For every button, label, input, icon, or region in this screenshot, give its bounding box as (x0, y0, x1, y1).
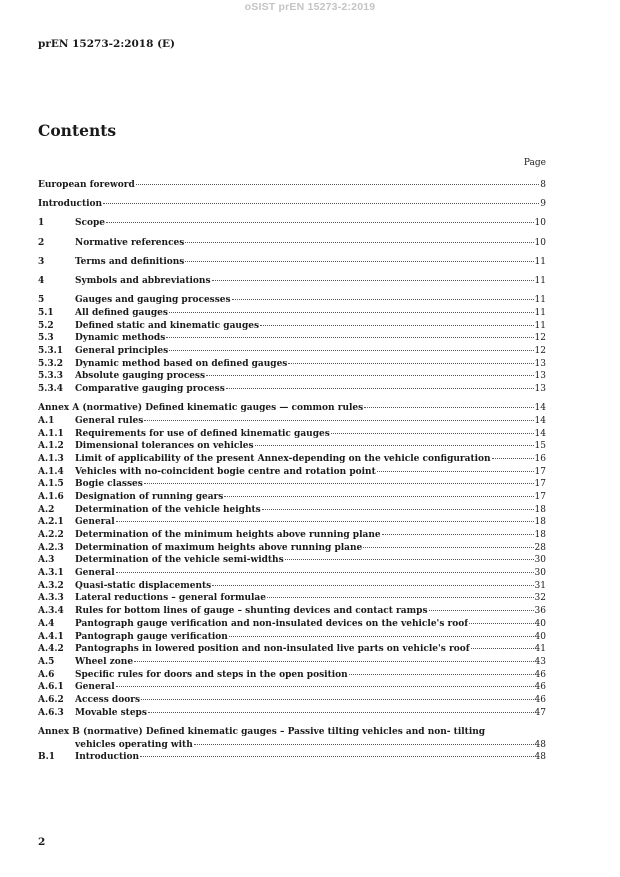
toc-page-number: 17 (534, 466, 546, 477)
toc-leader-dots (194, 744, 534, 745)
toc-leader-dots (169, 312, 534, 313)
toc-entry-text: Lateral reductions – general formulae (75, 593, 266, 604)
toc-page-number: 11 (534, 295, 546, 306)
toc-entry[interactable] (38, 346, 546, 359)
toc-entry-b1[interactable] (38, 752, 546, 765)
toc-entry-text: Designation of running gears (75, 491, 224, 502)
toc-section-number: A.4.1 (38, 631, 64, 642)
toc-entry-text: Dynamic method based on defined gauges (75, 358, 288, 369)
toc-page-number: 40 (534, 618, 546, 629)
toc-page-number: 40 (534, 631, 546, 642)
toc-section-number: 5.3 (38, 333, 54, 344)
toc-entry[interactable] (38, 543, 546, 556)
toc-entry[interactable] (38, 321, 546, 334)
toc-leader-dots (185, 242, 533, 243)
toc-section-number: A.3.1 (38, 568, 64, 579)
toc-entry-text: General (75, 517, 115, 528)
toc-entry[interactable] (38, 416, 546, 429)
toc-page-number: 13 (534, 383, 546, 394)
toc-leader-dots (212, 585, 533, 586)
document-header: prEN 15273-2:2018 (E) (38, 38, 176, 50)
page-column-label: Page (523, 158, 546, 168)
toc-page-number: 30 (534, 555, 546, 566)
toc-leader-dots (106, 222, 534, 223)
footer-page-number: 2 (38, 836, 46, 848)
toc-page-number: 10 (534, 218, 546, 229)
toc-page-number: 28 (534, 542, 546, 553)
toc-entry-text: Annex A (normative) Defined kinematic gauges — common rules (38, 403, 364, 414)
toc-section-number: 5.3.2 (38, 358, 64, 369)
toc-section-number: A.3.2 (38, 580, 64, 591)
toc-section-number: A.2.1 (38, 517, 64, 528)
toc-entry-text: Introduction (75, 752, 140, 763)
toc-entry-text: Pantograph gauge verification and non-insulated devices on the vehicle's roof (75, 618, 469, 629)
toc-section-number: A.1.5 (38, 479, 64, 490)
toc-entry-text: Determination of the vehicle semi-widths (75, 555, 284, 566)
toc-entry-text: Access doors (75, 694, 141, 705)
toc-leader-dots (141, 699, 534, 700)
toc-entry[interactable] (38, 384, 546, 397)
toc-entry[interactable] (38, 454, 546, 467)
toc-entry[interactable] (38, 682, 546, 695)
toc-section-number: A.3.3 (38, 593, 64, 604)
toc-entry-text: Movable steps (75, 707, 147, 718)
toc-leader-dots (288, 363, 533, 364)
toc-entry[interactable] (38, 555, 546, 568)
toc-entry[interactable] (38, 479, 546, 492)
toc-page-number: 43 (534, 656, 546, 667)
toc-page-number: 13 (534, 358, 546, 369)
toc-leader-dots (382, 534, 534, 535)
toc-entry-text: Dimensional tolerances on vehicles (75, 441, 254, 452)
toc-leader-dots (469, 623, 533, 624)
toc-leader-dots (166, 337, 533, 338)
watermark: oSIST prEN 15273-2:2019 (244, 1, 376, 13)
toc-entry-text: Pantograph gauge verification (75, 631, 228, 642)
toc-section-number: 5.2 (38, 320, 54, 331)
toc-section-number: 5.1 (38, 307, 54, 318)
toc-entry-text: Bogie classes (75, 479, 143, 490)
toc-section-number: 3 (38, 256, 45, 267)
toc-section-number: A.2.2 (38, 530, 64, 540)
toc-entry[interactable] (38, 359, 546, 372)
toc-leader-dots (349, 674, 534, 675)
toc-entry-text: Terms and definitions (75, 256, 185, 267)
toc-entry-text: General principles (75, 345, 169, 356)
toc-entry-text: Rules for bottom lines of gauge – shunting devices and contact ramps (75, 606, 428, 617)
toc-leader-dots (103, 203, 539, 204)
toc-entry[interactable] (38, 333, 546, 346)
toc-entry-text: Specific rules for doors and steps in the open position (75, 669, 348, 680)
toc-entry[interactable] (38, 517, 546, 530)
toc-entry-text: Normative references (75, 237, 185, 248)
toc-page-number: 31 (534, 580, 546, 591)
toc-entry[interactable] (38, 218, 546, 231)
toc-entry[interactable] (38, 441, 546, 454)
toc-page-number: 11 (534, 320, 546, 331)
toc-entry[interactable] (38, 180, 546, 193)
toc-leader-dots (363, 547, 533, 548)
toc-entry[interactable] (38, 670, 546, 683)
toc-page-number: 46 (534, 694, 546, 705)
toc-page-number: 14 (534, 428, 546, 439)
toc-leader-dots (116, 572, 534, 573)
toc-leader-dots (148, 712, 534, 713)
toc-page-number: 12 (534, 345, 546, 356)
toc-page-number: 18 (534, 504, 546, 515)
toc-page-number: 11 (534, 275, 546, 286)
toc-section-number: B.1 (38, 752, 56, 763)
toc-section-number: A.1.3 (38, 453, 64, 464)
toc-page-number: 36 (534, 606, 546, 617)
toc-leader-dots (134, 661, 534, 662)
toc-section-number: 5.3.3 (38, 371, 64, 382)
toc-section-number: A.2 (38, 504, 55, 515)
toc-entry-text: Defined static and kinematic gauges (75, 320, 260, 331)
toc-leader-dots (144, 420, 533, 421)
toc-page-number: 17 (534, 479, 546, 490)
toc-entry-annex-b[interactable] (38, 727, 546, 740)
toc-entry-text: Introduction (38, 199, 103, 210)
toc-entry[interactable] (38, 644, 546, 657)
toc-section-number: A.6.3 (38, 707, 64, 718)
toc-entry[interactable] (38, 593, 546, 606)
toc-section-number: 1 (38, 218, 45, 229)
toc-entry[interactable] (38, 581, 546, 594)
toc-section-number: A.3.4 (38, 606, 64, 617)
toc-section-number: A.3 (38, 555, 55, 566)
toc-page-number: 18 (534, 530, 546, 540)
toc-page-number: 41 (534, 644, 546, 655)
toc-entry[interactable] (38, 530, 546, 543)
toc-section-number: A.1.1 (38, 428, 64, 439)
toc-entry[interactable] (38, 295, 546, 308)
toc-entry-text: Gauges and gauging processes (75, 295, 231, 306)
toc-leader-dots (136, 184, 539, 185)
toc-entry[interactable] (38, 568, 546, 581)
toc-page-number: 32 (534, 593, 546, 604)
toc-leader-dots (262, 509, 534, 510)
toc-section-number: A.1.2 (38, 441, 64, 452)
toc-entry[interactable] (38, 619, 546, 632)
toc-entry-text: European foreword (38, 180, 135, 190)
toc-entry[interactable] (38, 371, 546, 384)
toc-leader-dots (116, 521, 534, 522)
toc-section-number: 5.3.4 (38, 383, 64, 394)
toc-leader-dots (377, 471, 534, 472)
toc-entry-text: Symbols and abbreviations (75, 275, 211, 286)
toc-section-number: A.1.6 (38, 491, 64, 502)
toc-leader-dots (140, 756, 533, 757)
toc-leader-dots (492, 458, 534, 459)
toc-entry[interactable] (38, 708, 546, 721)
toc-leader-dots (471, 648, 534, 649)
toc-entry-text: All defined gauges (75, 307, 168, 318)
toc-entry[interactable] (38, 606, 546, 619)
toc-page-number: 47 (534, 707, 546, 718)
toc-page-number: 16 (534, 453, 546, 464)
toc-entry-text: Absolute gauging process (75, 371, 206, 382)
toc-page-number: 9 (540, 199, 546, 210)
toc-leader-dots (116, 686, 534, 687)
toc-leader-dots (185, 261, 533, 262)
toc-entry-text: vehicles operating with (75, 739, 193, 750)
toc-section-number: A.6.1 (38, 682, 64, 693)
toc-entry[interactable] (38, 632, 546, 645)
toc-entry-text: Determination of the minimum heights above running plane (75, 530, 381, 540)
toc-entry-text: Limit of applicability of the present Annex-depending on the vehicle configuration (75, 453, 491, 464)
toc-section-number: 5 (38, 295, 45, 306)
toc-entry-text: Determination of maximum heights above running plane (75, 542, 363, 553)
toc-section-number: 2 (38, 237, 45, 248)
toc-page-number: 30 (534, 568, 546, 579)
toc-leader-dots (229, 636, 534, 637)
toc-entry-text: Wheel zone (75, 656, 134, 667)
toc-entry[interactable] (38, 308, 546, 321)
toc-entry[interactable] (38, 238, 546, 251)
toc-page-number: 11 (534, 307, 546, 318)
toc-page-number: 46 (534, 682, 546, 693)
toc-leader-dots (206, 375, 533, 376)
toc-leader-dots (364, 407, 533, 408)
toc-page-number: 14 (534, 403, 546, 414)
toc-page-number: 17 (534, 491, 546, 502)
toc-leader-dots (232, 299, 534, 300)
toc-entry-text: Pantographs in lowered position and non-insulated live parts on vehicle's roof (75, 644, 470, 655)
toc-section-number: A.4 (38, 618, 55, 629)
toc-entry-text: General rules (75, 415, 144, 426)
toc-page-number: 18 (534, 517, 546, 528)
table-of-contents (38, 180, 546, 765)
toc-page-number: 13 (534, 371, 546, 382)
toc-leader-dots (331, 433, 534, 434)
toc-leader-dots (169, 350, 533, 351)
toc-entry[interactable] (38, 403, 546, 416)
toc-section-number: A.1 (38, 415, 55, 426)
toc-entry[interactable] (38, 695, 546, 708)
toc-leader-dots (285, 559, 534, 560)
toc-entry[interactable] (38, 492, 546, 505)
toc-page-number: 46 (534, 669, 546, 680)
toc-section-number: A.6.2 (38, 694, 64, 705)
toc-page-number: 10 (534, 237, 546, 248)
toc-entry[interactable] (38, 257, 546, 270)
toc-leader-dots (226, 388, 534, 389)
toc-section-number: 4 (38, 275, 45, 286)
toc-entry-text: Vehicles with no-coincident bogie centre and rotation point (75, 466, 376, 477)
toc-page-number: 48 (534, 752, 546, 763)
toc-entry[interactable] (38, 505, 546, 518)
toc-leader-dots (267, 597, 534, 598)
toc-section-number: A.5 (38, 656, 55, 667)
toc-section-number: A.1.4 (38, 466, 64, 477)
toc-section-number: 5.3.1 (38, 345, 64, 356)
toc-section-number: A.4.2 (38, 644, 64, 655)
toc-entry-text: General (75, 682, 115, 693)
toc-entry-text: Scope (75, 218, 106, 229)
toc-section-number: A.2.3 (38, 542, 64, 553)
toc-leader-dots (429, 610, 534, 611)
toc-section-number: A.6 (38, 669, 55, 680)
toc-leader-dots (212, 280, 534, 281)
toc-entry-text: Annex B (normative) Defined kinematic gauges – Passive tilting vehicles and non- tilting (38, 726, 486, 737)
toc-entry[interactable] (38, 199, 546, 212)
toc-entry-text: Quasi-static displacements (75, 580, 212, 591)
toc-entry-text: General (75, 568, 115, 579)
toc-leader-dots (144, 483, 534, 484)
toc-leader-dots (224, 496, 533, 497)
toc-page-number: 15 (534, 441, 546, 452)
toc-page-number: 11 (534, 256, 546, 267)
toc-leader-dots (255, 445, 534, 446)
toc-page-number: 12 (534, 333, 546, 344)
toc-entry[interactable] (38, 276, 546, 289)
toc-entry[interactable] (38, 467, 546, 480)
toc-page-number: 14 (534, 415, 546, 426)
toc-leader-dots (260, 325, 534, 326)
toc-entry-text: Dynamic methods (75, 333, 166, 344)
toc-page-number: 48 (534, 739, 546, 750)
toc-entry-text: Requirements for use of defined kinematic gauges (75, 428, 330, 439)
toc-page-number: 8 (540, 180, 546, 190)
toc-entry-text: Determination of the vehicle heights (75, 504, 261, 515)
toc-entry-annex-b-cont[interactable] (38, 740, 546, 753)
page-title: Contents (38, 121, 117, 140)
toc-entry[interactable] (38, 657, 546, 670)
toc-entry[interactable] (38, 429, 546, 442)
toc-entry-text: Comparative gauging process (75, 383, 225, 394)
